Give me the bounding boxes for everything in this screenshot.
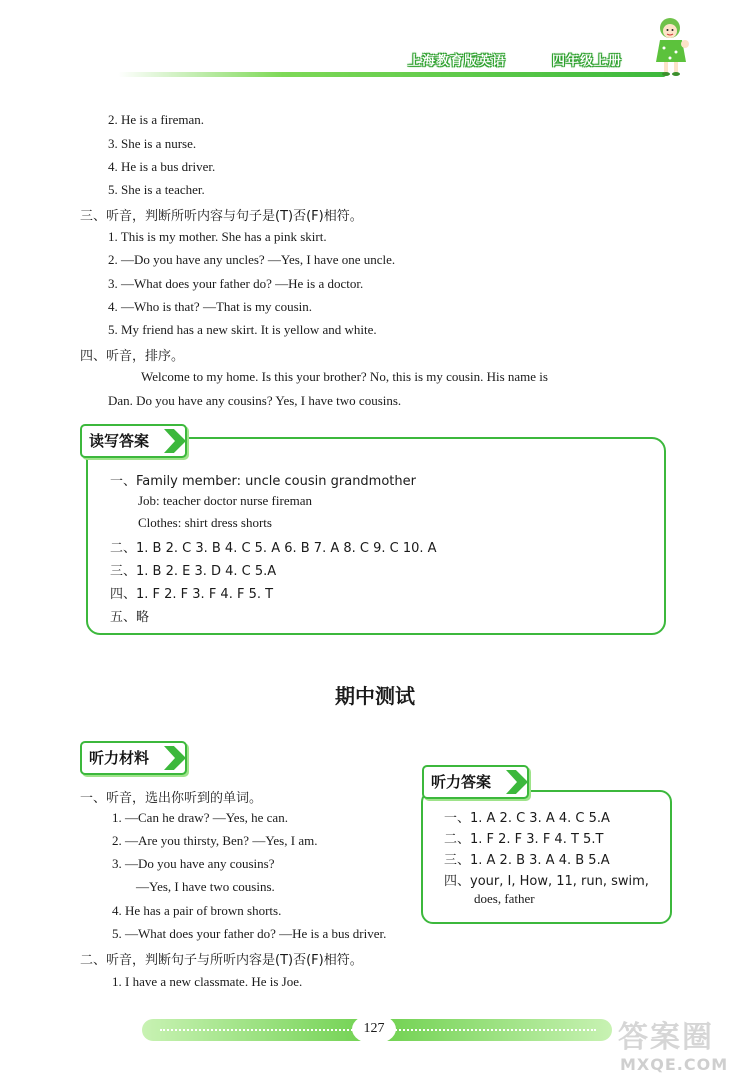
listening-line: 2. —Are you thirsty, Ben? —Yes, I am. (112, 833, 318, 848)
listening-line: 5. —What does your father do? —He is a bus driver. (112, 926, 387, 941)
reading-answers-label-text: 读写答案 (89, 432, 150, 450)
part3-line: 3. —What does your father do? —He is a doctor. (108, 276, 364, 291)
listening-line: 1. I have a new classmate. He is Joe. (112, 974, 303, 989)
answer-line: 五、略 (110, 610, 150, 625)
listening-heading: 一、听音，选出你听到的单词。 (80, 791, 263, 806)
midterm-title: 期中测试 (335, 684, 415, 708)
listening-heading: 二、听音，判断句子与所听内容是(T)否(F)相符。 (80, 953, 363, 968)
listening-line: 4. He has a pair of brown shorts. (112, 903, 282, 918)
part3-line: 2. —Do you have any uncles? —Yes, I have one uncle. (108, 252, 396, 267)
part4-paragraph-line: Dan. Do you have any cousins? Yes, I have two cousins. (108, 393, 402, 408)
listening-answer-line: 一、1. A 2. C 3. A 4. C 5.A (444, 811, 610, 826)
grade-label: 四年级上册 (552, 53, 623, 68)
girl-mascot-icon (652, 16, 692, 78)
answer-line: 三、1. B 2. E 3. D 4. C 5.A (110, 564, 277, 579)
answer-line: Job: teacher doctor nurse fireman (138, 493, 312, 508)
book-title: 上海教育版英语 (408, 53, 507, 68)
arrow-icon (164, 429, 186, 453)
part1-line: 5. She is a teacher. (108, 182, 205, 197)
listening-line: 3. —Do you have any cousins? (112, 856, 275, 871)
header-bar (118, 72, 666, 77)
watermark-logo: 答案圈 (618, 1020, 714, 1055)
part1-line: 3. She is a nurse. (108, 136, 197, 151)
part3-heading: 三、听音，判断所听内容与句子是(T)否(F)相符。 (80, 209, 363, 224)
part3-line: 4. —Who is that? —That is my cousin. (108, 299, 313, 314)
part4-paragraph-line: Welcome to my home. Is this your brother? No, this is my cousin. His name is (141, 369, 548, 384)
part1-line: 4. He is a bus driver. (108, 159, 216, 174)
reading-answers-panel (86, 437, 666, 635)
arrow-icon (164, 746, 186, 770)
listening-answer-line: 四、your, I, How, 11, run, swim, (444, 874, 649, 889)
page-number: 127 (352, 1014, 396, 1044)
listening-line: 1. —Can he draw? —Yes, he can. (112, 810, 288, 825)
part1-line: 2. He is a fireman. (108, 112, 205, 127)
listening-material-label (80, 741, 187, 775)
part3-line: 1. This is my mother. She has a pink skirt. (108, 229, 327, 244)
listening-answer-line: does, father (474, 891, 535, 906)
answer-line: 二、1. B 2. C 3. B 4. C 5. A 6. B 7. A 8. C 9. C 10. A (110, 541, 437, 556)
answer-line: 四、1. F 2. F 3. F 4. F 5. T (110, 587, 274, 602)
reading-answers-label (80, 424, 187, 458)
part4-heading: 四、听音，排序。 (80, 349, 185, 364)
watermark-url: MXQE.COM (620, 1055, 729, 1074)
part3-line: 5. My friend has a new skirt. It is yellow and white. (108, 322, 377, 337)
listening-material-label-text: 听力材料 (89, 749, 150, 767)
arrow-icon (506, 770, 528, 794)
answer-line: Clothes: shirt dress shorts (138, 515, 272, 530)
listening-line: —Yes, I have two cousins. (136, 879, 275, 894)
answer-line: 一、Family member: uncle cousin grandmother (110, 474, 416, 489)
listening-answers-label (422, 765, 529, 799)
listening-answer-line: 三、1. A 2. B 3. A 4. B 5.A (444, 853, 610, 868)
listening-answer-line: 二、1. F 2. F 3. F 4. T 5.T (444, 832, 604, 847)
listening-answers-label-text: 听力答案 (431, 773, 492, 791)
